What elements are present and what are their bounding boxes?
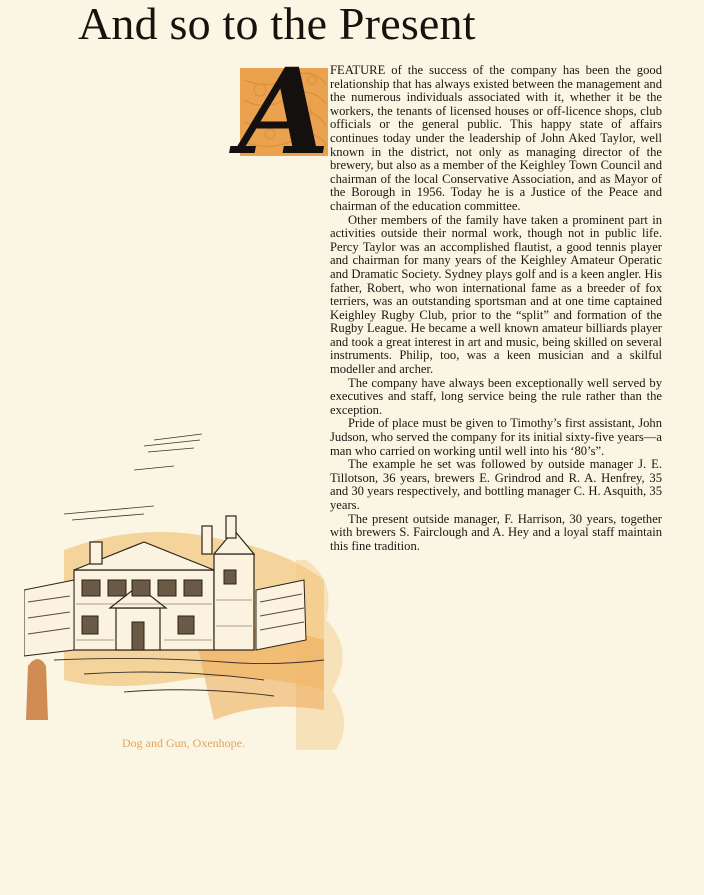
page-title: And so to the Present (78, 0, 476, 49)
paragraph-4: Pride of place must be given to Timothy’s first assistant, John Judson, who served the company for its initial sixty-five years—a man who carried on working until well into his ‘80’s”. (330, 416, 662, 458)
paragraph-2: Other members of the family have taken a prominent part in activities outside their normal work, though not in public life. Percy Taylor was an accomplished flautist, a good tennis player and chairman for many years of the Keighley Amateur Operatic and Dramatic Society. Sydney plays golf and is a keen angler. His father, Robert, who won international fame as a breeder of fox terriers, was an outstanding sportsman and at one time captained Keighley Rugby Club, prior to the “split” and formation of the Rugby League. He became a well known amateur billiards player and took a great interest in art and music, being skilled on several instruments. Philip, too, was a keen musician and a skilful modeller and archer. (330, 212, 662, 377)
drop-cap-letter: A (238, 42, 330, 181)
paragraph-5: The example he set was followed by outside manager J. E. Tillotson, 36 years, brewers E. Grindrod and R. A. Henfrey, 35 and 30 years respectively, and bottling manager C. H. Asquith, 35 years. (330, 457, 662, 512)
article-body (330, 64, 662, 553)
dog-and-gun-illustration (24, 430, 324, 730)
paragraph-3: The company have always been exceptionally well served by executives and staff, long service being the rule rather than the exception. (330, 375, 662, 417)
illustration-caption: Dog and Gun, Oxenhope. (122, 736, 245, 750)
paragraph-6: The present outside manager, F. Harrison, 30 years, together with brewers S. Fairclough and A. Hey and a loyal staff maintain this fine tradition. (330, 511, 662, 553)
paragraph-1: FEATURE of the success of the company has been the good relationship that has always existed between the management and the numerous individuals associated with it, whether it be the workers, the tenants of licensed houses or off-licence shops, club officials or the general public. This happy state of affairs continues today under the leadership of John Aked Taylor, well known in the district, not only as managing director of the brewery, but also as a member of the Keighley Town Council and chairman of the local Conservative Association, and as Mayor of the Borough in 1956. Today he is a Justice of the Peace and chairman of the education committee. (330, 63, 662, 213)
